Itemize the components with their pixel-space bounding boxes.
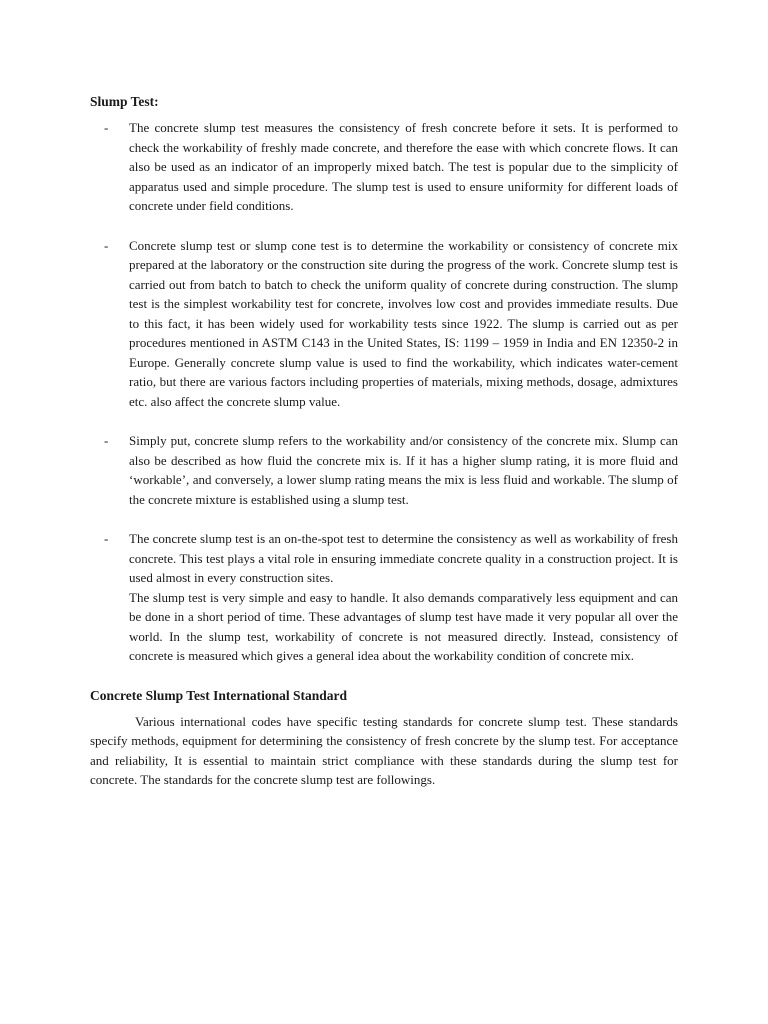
bullet-list [90, 118, 678, 666]
bullet-item-3 [90, 431, 678, 509]
bullet-dash: - [104, 237, 109, 253]
bullet-dash: - [104, 120, 109, 135]
standard-paragraph: Various international codes have specific testing standards for concrete slump test. These standards specify methods, equipment for determining the consistency of fresh concrete by the slump test. For acceptance and reliability, It is essential to maintain strict compliance with these standards during the slump test for concrete. The standards for the concrete slump test are followings. [90, 713, 678, 787]
bullet-paragraph-continued: The slump test is very simple and easy to handle. It also demands comparatively less equipment and can be done in a short period of time. These advantages of slump test have made it very popular all over the world. In the slump test, workability of concrete is not measured directly. Instead, consistency of concrete is measured which gives a general idea about the workability condition of concrete mix. [129, 589, 678, 663]
bullet-item-1 [90, 118, 678, 216]
bullet-item-4 [90, 529, 678, 666]
bullet-paragraph: Simply put, concrete slump refers to the workability and/or consistency of the concrete mix. Slump can also be described as how fluid the concrete mix is. If it has a higher slump rating, it is more fluid and ‘workable’, and conversely, a lower slump rating means the mix is less fluid and workable. The slump of the concrete mixture is established using a slump test. [129, 433, 678, 507]
bullet-dash: - [104, 531, 109, 546]
bullet-paragraph: The concrete slump test measures the consistency of fresh concrete before it sets. It is performed to check the workability of freshly made concrete, and therefore the ease with which concrete flows. It can also be used as an indicator of an improperly mixed batch. The test is popular due to the simplicity of apparatus used and simple procedure. The slump test is used to ensure uniformity for different loads of concrete under field conditions. [129, 120, 678, 213]
bullet-item-2 [90, 236, 678, 412]
bullet-paragraph: Concrete slump test or slump cone test is to determine the workability or consistency of concrete mix prepared at the laboratory or the construction site during the progress of the work. Concrete slump test is carried out from batch to batch to check the uniform quality of concrete during construction. The slump test is the simplest workability test for concrete, involves low cost and provides immediate results. Due to this fact, it has been widely used for workability tests since 1922. The slump is carried out as per procedures mentioned in ASTM C143 in the United States, IS: 1199 – 1959 in India and EN 12350-2 in Europe. Generally concrete slump value is used to find the workability, which indicates water-cement ratio, but there are various factors including properties of materials, mixing methods, dosage, admixtures etc. also affect the concrete slump value. [129, 237, 678, 409]
bullet-dash: - [104, 433, 109, 448]
heading-international-standard: Concrete Slump Test International Standard [90, 687, 348, 703]
heading-slump-test: Slump Test: [90, 94, 159, 109]
bullet-paragraph: The concrete slump test is an on-the-spot test to determine the consistency as well as workability of fresh concrete. This test plays a vital role in ensuring immediate concrete quality in a construction project. It is used almost in every construction sites. [129, 531, 678, 585]
